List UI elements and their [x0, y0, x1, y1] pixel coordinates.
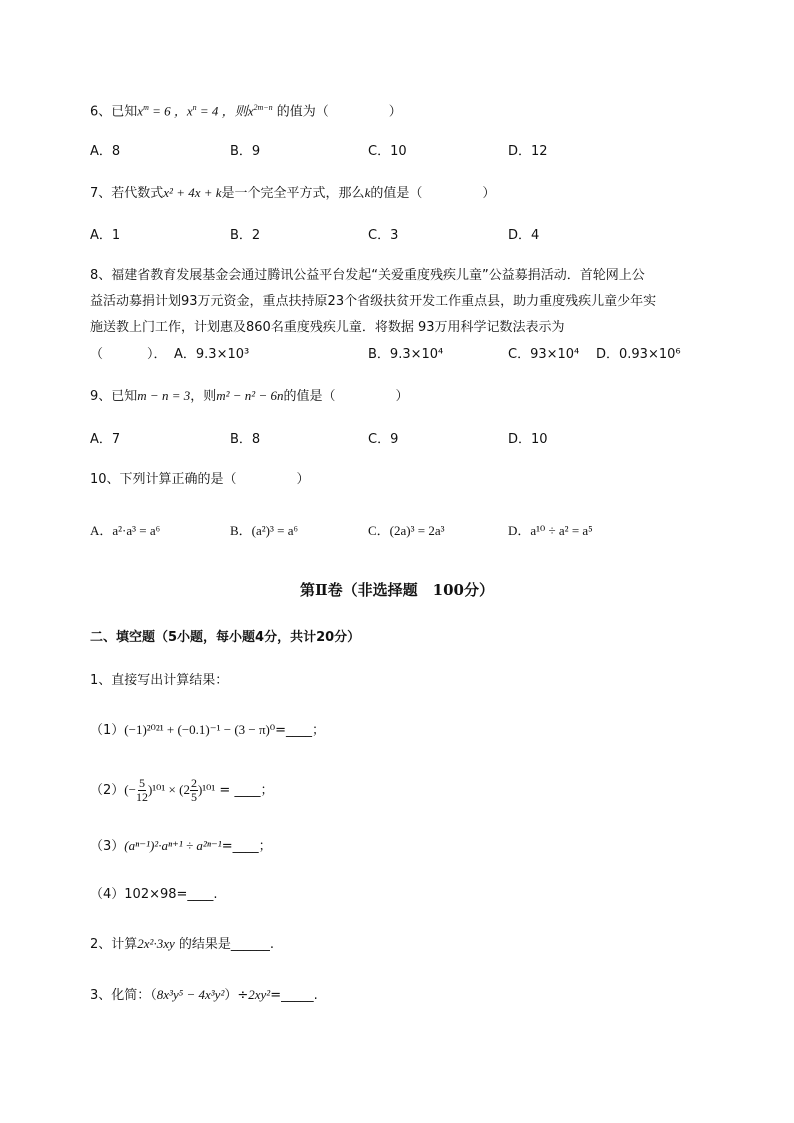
fill-1-intro: 1、直接写出计算结果： [90, 673, 229, 688]
q6-option-c[interactable]: C．10 [368, 144, 407, 159]
q9-expr-1: m − n = 3 [137, 388, 191, 403]
fill-1-p1-blank: =____； [275, 723, 326, 738]
fill-1-p2-blank: = ____； [215, 783, 274, 798]
q10-paren-close: ） [296, 472, 310, 487]
fill-3-text: 3、化简：（ [90, 988, 157, 1003]
fill-1-p2-fraction-2: $\frac{2}{5}$ [190, 776, 197, 804]
q6-expr-x3: x [247, 103, 254, 119]
q9-option-b[interactable]: B．8 [230, 432, 261, 447]
q6-sup-m: m [143, 103, 149, 112]
question-8-line-3: 施送教上门工作，计划惠及860名重度残疾儿童．将数据 93万用科学记数法表示为 [90, 320, 565, 335]
q6-sup-2m-n: 2m−n [253, 103, 273, 112]
q6-text-b: 的值为（ [272, 104, 329, 120]
q9-text-c: 的值是（ [283, 389, 336, 404]
fill-3-blank: =_____. [270, 988, 318, 1003]
fill-1-p2-fraction-1: $\frac{5}{12}$ [135, 776, 148, 804]
fill-2-text: 2、计算 [90, 937, 138, 952]
fill-1-part-2 [90, 772, 273, 808]
fill-1-p3-label: （3） [90, 839, 125, 854]
q10-option-a[interactable]: A．a²·a³ = a⁶ [90, 523, 161, 538]
question-7 [90, 184, 495, 203]
q8-option-b[interactable]: B．9.3×10⁴ [368, 347, 444, 362]
q8-option-a[interactable]: A．9.3×10³ [174, 347, 250, 362]
question-6 [90, 99, 402, 121]
q9-expr-2: m² − n² − 6n [216, 388, 284, 403]
q6-paren-close: ） [388, 104, 402, 120]
fill-1-part-1 [90, 721, 325, 740]
fill-2-blank: 的结果是______. [174, 937, 275, 952]
section-2-title: 第Ⅱ卷（非选择题 100分） [300, 581, 494, 599]
q6-option-a[interactable]: A．8 [90, 144, 121, 159]
fill-1-p3-expr: (aⁿ⁻¹)²·aⁿ⁺¹ ÷ a²ⁿ⁻¹ [124, 838, 222, 853]
q6-text: 6、已知 [90, 104, 138, 120]
q6-expr-x2: x [186, 103, 193, 119]
q7-text: 7、若代数式 [90, 186, 164, 201]
fill-blank-heading: 二、填空题（5小题，每小题4分，共计20分） [90, 630, 361, 645]
q6-sup-n: n [192, 103, 197, 112]
fill-1-p3-blank: =____； [221, 839, 272, 854]
fill-1-part-3 [90, 837, 272, 856]
fill-3-divide: ）÷ [224, 988, 249, 1003]
fill-1-p1-expr: (−1)²⁰²¹ + (−0.1)⁻¹ − (3 − π)⁰ [124, 722, 276, 737]
q7-var-k: k [364, 185, 371, 200]
q8-paren: （ ）． [90, 347, 167, 362]
question-8-line-2: 益活动募捐计划93万元资金，重点扶持原23个省级扶贫开发工作重点县，助力重度残疾儿童少年实 [90, 294, 657, 309]
q10-option-b[interactable]: B．(a²)³ = a⁶ [230, 523, 299, 538]
fill-3-expr: 8x³y⁵ − 4x³y² [156, 987, 225, 1002]
q6-expr-x: x [137, 103, 144, 119]
question-8-line-1: 8、福建省教育发展基金会通过腾讯公益平台发起“关爱重度残疾儿童”公益募捐活动．首轮网上公 [90, 268, 645, 283]
q9-text: 9、已知 [90, 389, 138, 404]
q7-text-c: 的值是（ [370, 186, 423, 201]
q8-option-d[interactable]: D．0.93×10⁶ [596, 347, 681, 362]
q7-option-a[interactable]: A．1 [90, 228, 121, 243]
fill-1-p2-label: （2） [90, 783, 125, 798]
q9-paren-close: ） [395, 389, 409, 404]
q7-paren-close: ） [482, 186, 496, 201]
q10-text: 10、下列计算正确的是（ [90, 472, 237, 487]
q10-option-d[interactable]: D．a¹⁰ ÷ a² = a⁵ [508, 523, 593, 538]
fill-1-p2-expr-a: (− [124, 782, 136, 797]
question-9 [90, 387, 409, 406]
q9-option-c[interactable]: C．9 [368, 432, 399, 447]
q6-eq1: = 6 ， [148, 103, 187, 119]
q6-option-b[interactable]: B．9 [230, 144, 261, 159]
q9-option-d[interactable]: D．10 [508, 432, 548, 447]
fill-1-part-4: （4）102×98=____. [90, 887, 218, 902]
fill-1-p2-expr-c: )¹⁰¹ [197, 782, 216, 797]
q7-option-b[interactable]: B．2 [230, 228, 261, 243]
question-10 [90, 471, 310, 489]
q9-option-a[interactable]: A．7 [90, 432, 121, 447]
q7-option-d[interactable]: D．4 [508, 228, 540, 243]
fill-2-expr: 2x²·3xy [137, 936, 175, 951]
q6-eq2: = 4 ，则 [196, 103, 248, 119]
fill-2 [90, 935, 274, 954]
q6-option-d[interactable]: D．12 [508, 144, 548, 159]
q10-option-c[interactable]: C．(2a)³ = 2a³ [368, 523, 445, 538]
q7-expr: x² + 4x + k [163, 185, 222, 200]
q7-text-b: 是一个完全平方式，那么 [221, 186, 365, 201]
q8-option-c[interactable]: C．93×10⁴ [508, 347, 580, 362]
q7-option-c[interactable]: C．3 [368, 228, 399, 243]
fill-3 [90, 986, 318, 1005]
fill-3-expr-2: 2xy² [248, 987, 271, 1002]
fill-1-p1-label: （1） [90, 723, 125, 738]
q9-text-b: ，则 [190, 389, 217, 404]
fill-1-p2-expr-b: )¹⁰¹ × (2 [147, 782, 190, 797]
